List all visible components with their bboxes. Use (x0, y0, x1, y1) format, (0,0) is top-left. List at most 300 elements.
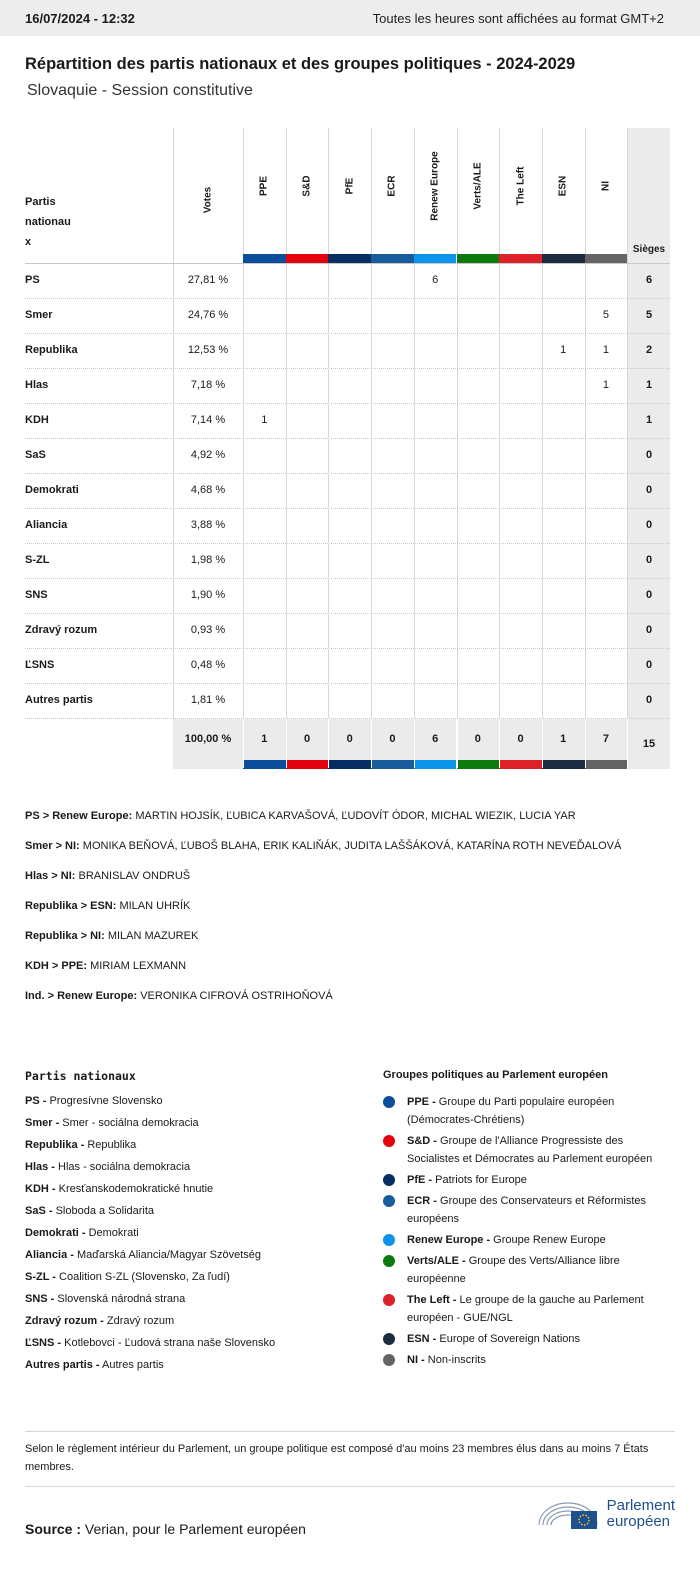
seats-column-header (628, 128, 670, 263)
column-divider (542, 439, 543, 473)
group-legend-item (383, 1252, 673, 1288)
group-full-name: Non-inscrits (424, 1354, 486, 1366)
member-names: MILAN UHRÍK (116, 900, 191, 912)
member-key: Ind. > Renew Europe: (25, 990, 138, 1002)
column-divider (328, 439, 329, 473)
group-seat-cell (286, 439, 329, 474)
group-seat-cell (371, 369, 414, 404)
column-divider (286, 649, 287, 683)
members-list (25, 810, 675, 1003)
column-divider (414, 509, 415, 543)
group-seat-cell (286, 334, 329, 369)
group-seat-cell (499, 264, 542, 299)
party-legend-item (25, 1227, 383, 1240)
party-full-name: Republika (84, 1139, 137, 1151)
column-divider (457, 684, 458, 718)
group-seat-cell (414, 614, 457, 649)
column-divider (627, 264, 628, 298)
group-legend-text (407, 1291, 673, 1327)
party-legend-item (25, 1271, 383, 1284)
column-divider (542, 649, 543, 683)
group-seat-cell (499, 334, 542, 369)
group-seat-cell (542, 369, 585, 404)
column-divider (542, 334, 543, 368)
party-name: S-ZL (25, 554, 50, 566)
group-abbr: NI - (407, 1354, 425, 1366)
table-row (25, 368, 670, 403)
votes-cell: 1,81 % (190, 694, 226, 706)
group-seat-cell (371, 264, 414, 299)
group-header-label: Verts/ALE (472, 162, 484, 210)
column-divider (457, 369, 458, 403)
group-column-header (499, 128, 542, 263)
column-divider (243, 509, 244, 543)
group-abbr: PPE - (407, 1096, 436, 1108)
column-divider (457, 334, 458, 368)
group-full-name: Le groupe de la gauche au Parlement européen - GUE/NGL (407, 1294, 644, 1324)
group-seat-cell (457, 264, 500, 299)
group-seat-cell (328, 299, 371, 334)
group-full-name: Groupe des Conservateurs et Réformistes européens (407, 1195, 647, 1225)
column-divider (627, 439, 628, 473)
group-header-label: ESN (557, 175, 569, 197)
total-group-seats: 0 (371, 719, 414, 760)
column-divider (499, 439, 500, 473)
footer (25, 1487, 675, 1547)
group-seat-cell: 1 (602, 344, 609, 356)
party-name: SNS (25, 589, 48, 601)
group-seat-cell (328, 579, 371, 614)
seats-cell: 0 (628, 509, 670, 544)
group-seat-cell (457, 649, 500, 684)
column-divider (627, 579, 628, 613)
group-seat-cell (243, 649, 286, 684)
column-divider (286, 369, 287, 403)
votes-cell: 7,18 % (190, 379, 226, 391)
party-abbr: Demokrati - (25, 1227, 86, 1239)
column-divider (627, 509, 628, 543)
column-divider (371, 579, 372, 613)
column-divider (371, 614, 372, 648)
party-abbr: SNS - (25, 1293, 55, 1305)
member-names: MARTIN HOJSÍK, ĽUBICA KARVAŠOVÁ, ĽUDOVÍT ÓDOR, MICHAL WIEZIK, LUCIA YAR (132, 810, 576, 822)
column-divider (499, 404, 500, 438)
group-seat-cell (414, 299, 457, 334)
table-row (25, 403, 670, 438)
table-row (25, 543, 670, 578)
party-legend-item (25, 1117, 383, 1130)
group-legend-text (407, 1351, 486, 1369)
logo-text (607, 1498, 675, 1530)
seats-cell: 0 (628, 579, 670, 614)
group-seat-cell (499, 614, 542, 649)
votes-cell: 4,68 % (190, 484, 226, 496)
column-divider (585, 369, 586, 403)
group-seat-cell (499, 544, 542, 579)
total-votes-bar (173, 760, 243, 769)
votes-cell: 3,88 % (190, 519, 226, 531)
group-seat-cell (286, 614, 329, 649)
column-divider (499, 264, 500, 298)
logo-line-1: Parlement (606, 1497, 675, 1514)
parliament-hemicycle-icon (537, 1497, 599, 1531)
member-key: Smer > NI: (25, 840, 80, 852)
source-label: Source : (25, 1521, 82, 1537)
group-seat-cell (243, 684, 286, 719)
seats-cell: 0 (628, 544, 670, 579)
top-bar (0, 0, 700, 36)
group-legend-text (407, 1192, 673, 1228)
party-abbr: Hlas - (25, 1161, 55, 1173)
group-legend-item (383, 1171, 673, 1189)
votes-column-header-text: Votes (202, 186, 214, 214)
column-divider (243, 334, 244, 368)
votes-cell: 0,93 % (190, 624, 226, 636)
total-votes: 100,00 % (173, 719, 243, 760)
group-header-label: Renew Europe (429, 151, 441, 221)
votes-cell: 1,90 % (190, 589, 226, 601)
member-key: Republika > NI: (25, 930, 105, 942)
party-legend-item (25, 1249, 383, 1262)
column-divider (499, 649, 500, 683)
group-seat-cell (585, 264, 628, 299)
column-divider (585, 299, 586, 333)
column-divider (328, 684, 329, 718)
group-header-label: ECR (386, 175, 398, 197)
member-line (25, 870, 675, 883)
group-full-name: Groupe Renew Europe (490, 1234, 606, 1246)
group-legend-item (383, 1291, 673, 1327)
party-abbr: Smer - (25, 1117, 60, 1129)
page-title: Répartition des partis nationaux et des groupes politiques - 2024-2029 (25, 55, 576, 73)
table-row (25, 508, 670, 543)
group-legend-text (407, 1330, 580, 1348)
group-seat-cell (243, 369, 286, 404)
seats-cell: 0 (628, 684, 670, 719)
group-seat-cell (457, 509, 500, 544)
party-full-name: Zdravý rozum (103, 1315, 175, 1327)
group-seat-cell (499, 579, 542, 614)
member-names: MILAN MAZUREK (104, 930, 199, 942)
group-seat-cell (243, 614, 286, 649)
table-row (25, 648, 670, 683)
total-group-seats: 6 (414, 719, 457, 760)
party-name: Autres partis (25, 694, 93, 706)
column-divider (371, 439, 372, 473)
group-seat-cell (371, 474, 414, 509)
column-divider (542, 404, 543, 438)
group-seat-cell (371, 334, 414, 369)
party-name: Republika (25, 344, 78, 356)
column-divider (371, 649, 372, 683)
group-color-dot-icon (383, 1135, 395, 1147)
group-seat-cell (243, 474, 286, 509)
group-color-bar (542, 760, 585, 769)
column-divider (414, 369, 415, 403)
group-seat-cell (499, 649, 542, 684)
group-seat-cell (414, 369, 457, 404)
column-divider (499, 509, 500, 543)
timezone-note: Toutes les heures sont affichées au format GMT+2 (372, 10, 664, 26)
column-divider (499, 474, 500, 508)
group-legend-item (383, 1231, 673, 1249)
political-groups-legend (383, 1069, 673, 1381)
group-seat-cell: 1 (560, 344, 567, 356)
votes-cell: 27,81 % (187, 274, 229, 286)
party-name: Hlas (25, 379, 49, 391)
group-color-bar (243, 254, 286, 263)
group-column-header (414, 128, 457, 263)
column-divider (173, 334, 174, 368)
group-color-bar (328, 760, 371, 769)
group-seat-cell (243, 544, 286, 579)
seats-header-label: Sièges (632, 244, 666, 255)
group-seat-cell (286, 369, 329, 404)
party-legend-item (25, 1337, 383, 1350)
group-legend-text (407, 1231, 606, 1249)
group-seat-cell (414, 474, 457, 509)
group-seat-cell (585, 439, 628, 474)
source-text: Verian, pour le Parlement européen (84, 1521, 306, 1537)
column-divider (542, 299, 543, 333)
column-divider (414, 439, 415, 473)
group-legend-text (407, 1171, 527, 1189)
party-abbr: KDH - (25, 1183, 56, 1195)
group-seat-cell (243, 334, 286, 369)
column-divider (627, 128, 628, 263)
group-seat-cell (542, 614, 585, 649)
group-color-dot-icon (383, 1333, 395, 1345)
group-color-dot-icon (383, 1354, 395, 1366)
group-color-bar (499, 254, 542, 263)
column-divider (499, 334, 500, 368)
votes-cell: 0,48 % (190, 659, 226, 671)
group-seat-cell (286, 649, 329, 684)
table-row (25, 298, 670, 333)
column-divider (542, 719, 543, 768)
member-key: Hlas > NI: (25, 870, 76, 882)
group-seat-cell (457, 474, 500, 509)
group-abbr: S&D - (407, 1135, 437, 1147)
column-divider (457, 264, 458, 298)
group-color-bar (414, 254, 457, 263)
column-divider (371, 509, 372, 543)
party-full-name: Kotlebovci - Ľudová strana naše Slovensko (61, 1337, 276, 1349)
party-abbr: Republika - (25, 1139, 85, 1151)
column-divider (371, 684, 372, 718)
column-divider (627, 299, 628, 333)
column-divider (414, 474, 415, 508)
legends (25, 1069, 675, 1381)
group-seat-cell (457, 579, 500, 614)
column-divider (173, 509, 174, 543)
group-full-name: Groupe des Verts/Alliance libre européenne (407, 1255, 620, 1285)
column-divider (627, 369, 628, 403)
group-seat-cell (414, 439, 457, 474)
group-seat-cell (585, 684, 628, 719)
group-seat-cell (542, 439, 585, 474)
column-divider (414, 404, 415, 438)
column-divider (286, 334, 287, 368)
table-row (25, 263, 670, 298)
group-color-bar (414, 760, 457, 769)
group-seat-cell: 1 (261, 414, 268, 426)
column-divider (286, 579, 287, 613)
column-divider (414, 719, 415, 768)
column-divider (414, 579, 415, 613)
table-header (25, 128, 670, 263)
group-seat-cell (542, 544, 585, 579)
party-abbr: Aliancia - (25, 1249, 74, 1261)
group-seat-cell (585, 579, 628, 614)
party-legend-item (25, 1139, 383, 1152)
group-seat-cell (328, 649, 371, 684)
group-full-name: Europe of Sovereign Nations (436, 1333, 581, 1345)
column-divider (328, 509, 329, 543)
party-full-name: Maďarská Aliancia/Magyar Szövetség (73, 1249, 262, 1261)
group-seat-cell (371, 404, 414, 439)
member-key: Republika > ESN: (25, 900, 117, 912)
column-divider (371, 719, 372, 768)
group-seat-cell (542, 684, 585, 719)
group-seat-cell (457, 544, 500, 579)
column-divider (173, 684, 174, 718)
column-divider (585, 544, 586, 578)
column-divider (585, 579, 586, 613)
total-group-seats: 0 (457, 719, 500, 760)
party-full-name: Coalition S-ZL (Slovensko, Za ľudí) (55, 1271, 230, 1283)
group-seat-cell (457, 439, 500, 474)
column-divider (243, 544, 244, 578)
group-seat-cell (542, 264, 585, 299)
column-divider (457, 439, 458, 473)
party-name: ĽSNS (25, 659, 55, 671)
seats-cell: 0 (628, 439, 670, 474)
column-divider (243, 439, 244, 473)
member-line (25, 930, 675, 943)
group-seat-cell (585, 649, 628, 684)
column-divider (243, 299, 244, 333)
seats-cell: 1 (628, 404, 670, 439)
group-legend-text (407, 1093, 673, 1129)
group-legend-item (383, 1192, 673, 1228)
column-divider (542, 509, 543, 543)
column-divider (371, 404, 372, 438)
column-divider (243, 719, 244, 768)
group-legend-item (383, 1351, 673, 1369)
group-seat-cell: 6 (432, 274, 439, 286)
column-divider (243, 474, 244, 508)
party-abbr: Zdravý rozum - (25, 1315, 104, 1327)
votes-cell: 12,53 % (187, 344, 229, 356)
group-seat-cell (328, 439, 371, 474)
group-legend-item (383, 1132, 673, 1168)
votes-cell: 24,76 % (187, 309, 229, 321)
group-column-header (457, 128, 500, 263)
column-divider (457, 404, 458, 438)
column-divider (499, 579, 500, 613)
group-abbr: Renew Europe - (407, 1234, 491, 1246)
group-color-dot-icon (383, 1234, 395, 1246)
party-name: KDH (25, 414, 49, 426)
group-seat-cell (286, 474, 329, 509)
party-legend-item (25, 1293, 383, 1306)
column-divider (286, 264, 287, 298)
group-column-header (371, 128, 414, 263)
column-divider (627, 614, 628, 648)
group-seat-cell (457, 334, 500, 369)
party-column-header: Partis nationau x (25, 196, 71, 248)
group-seat-cell (286, 264, 329, 299)
member-line (25, 810, 675, 823)
party-full-name: Autres partis (99, 1359, 164, 1371)
column-divider (585, 334, 586, 368)
group-header-label: PPE (258, 175, 270, 197)
party-abbr: ĽSNS - (25, 1337, 62, 1349)
group-seat-cell (286, 684, 329, 719)
group-seat-cell (542, 509, 585, 544)
party-abbr: Autres partis - (25, 1359, 100, 1371)
group-color-bar (328, 254, 371, 263)
group-seat-cell (414, 579, 457, 614)
group-header-label: NI (600, 181, 612, 191)
total-group-seats: 1 (542, 719, 585, 760)
column-divider (328, 474, 329, 508)
column-divider (286, 404, 287, 438)
column-divider (243, 649, 244, 683)
column-divider (542, 579, 543, 613)
group-seat-cell (328, 544, 371, 579)
column-divider (627, 719, 628, 768)
table-row (25, 473, 670, 508)
group-seat-cell (542, 649, 585, 684)
group-seat-cell (499, 299, 542, 334)
national-parties-legend (25, 1069, 383, 1381)
group-color-bar (499, 760, 542, 769)
member-line (25, 840, 675, 853)
column-divider (627, 649, 628, 683)
column-divider (286, 509, 287, 543)
group-color-bar (585, 254, 628, 263)
group-seat-cell (328, 684, 371, 719)
source (25, 1521, 306, 1537)
group-seat-cell (457, 369, 500, 404)
column-divider (371, 474, 372, 508)
column-divider (457, 299, 458, 333)
column-divider (371, 264, 372, 298)
party-full-name: Kresťanskodemokratické hnutie (55, 1183, 214, 1195)
votes-cell: 7,14 % (190, 414, 226, 426)
column-divider (243, 264, 244, 298)
group-seat-cell (371, 509, 414, 544)
group-seat-cell: 1 (602, 379, 609, 391)
group-color-bar (542, 254, 585, 263)
party-name: PS (25, 274, 40, 286)
group-seat-cell (286, 579, 329, 614)
column-divider (542, 474, 543, 508)
column-divider (414, 684, 415, 718)
group-seat-cell (286, 404, 329, 439)
column-divider (585, 404, 586, 438)
column-divider (499, 614, 500, 648)
group-seat-cell (499, 474, 542, 509)
column-divider (173, 544, 174, 578)
political-groups-title: Groupes politiques au Parlement européen (383, 1069, 608, 1081)
group-seat-cell: 5 (602, 309, 609, 321)
column-divider (173, 649, 174, 683)
group-seat-cell (286, 509, 329, 544)
group-seat-cell (414, 544, 457, 579)
